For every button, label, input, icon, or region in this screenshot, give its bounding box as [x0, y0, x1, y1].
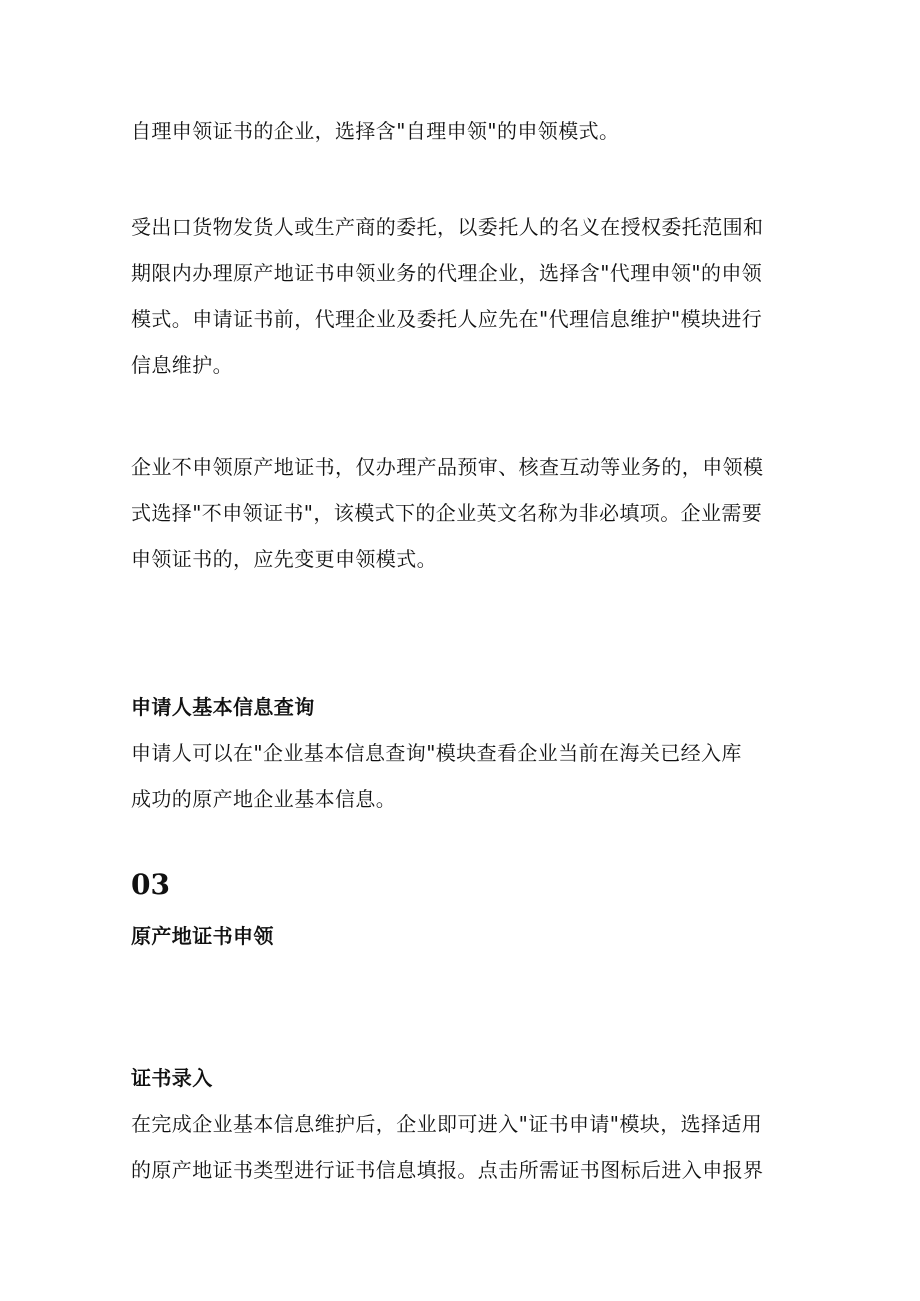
text-line: 模式。申请证书前，代理企业及委托人应先在"代理信息维护"模块进行: [131, 307, 763, 331]
section-number: 03: [131, 868, 170, 901]
text-line: 的原产地证书类型进行证书信息填报。点击所需证书图标后进入申报界: [131, 1158, 764, 1182]
text-line: 自理申领证书的企业，选择含"自理申领"的申领模式。: [131, 119, 620, 143]
text-line: 在完成企业基本信息维护后，企业即可进入"证书申请"模块，选择适用: [131, 1112, 763, 1136]
text-line: 信息维护。: [131, 353, 233, 377]
text-line: 申领证书的，应先变更申领模式。: [131, 547, 437, 571]
heading-cert-entry: 证书录入: [131, 1066, 213, 1090]
text-line: 受出口货物发货人或生产商的委托，以委托人的名义在授权委托范围和: [131, 215, 764, 239]
paragraph-applicant-query: [131, 730, 799, 822]
text-line: 申请人可以在"企业基本信息查询"模块查看企业当前在海关已经入库: [131, 741, 742, 765]
section-title: 原产地证书申领: [131, 924, 274, 948]
text-line: 式选择"不申领证书"，该模式下的企业英文名称为非必填项。企业需要: [131, 501, 763, 525]
heading-applicant-query: 申请人基本信息查询: [131, 695, 315, 719]
text-line: 企业不申领原产地证书，仅办理产品预审、核查互动等业务的，申领模: [131, 455, 764, 479]
text-line: 期限内办理原产地证书申领业务的代理企业，选择含"代理申领"的申领: [131, 261, 763, 285]
paragraph-no-cert: [131, 444, 799, 582]
paragraph-agent-apply: [131, 204, 799, 388]
text-line: 成功的原产地企业基本信息。: [131, 787, 397, 811]
paragraph-self-apply: [131, 108, 799, 154]
paragraph-cert-entry: [131, 1101, 799, 1193]
